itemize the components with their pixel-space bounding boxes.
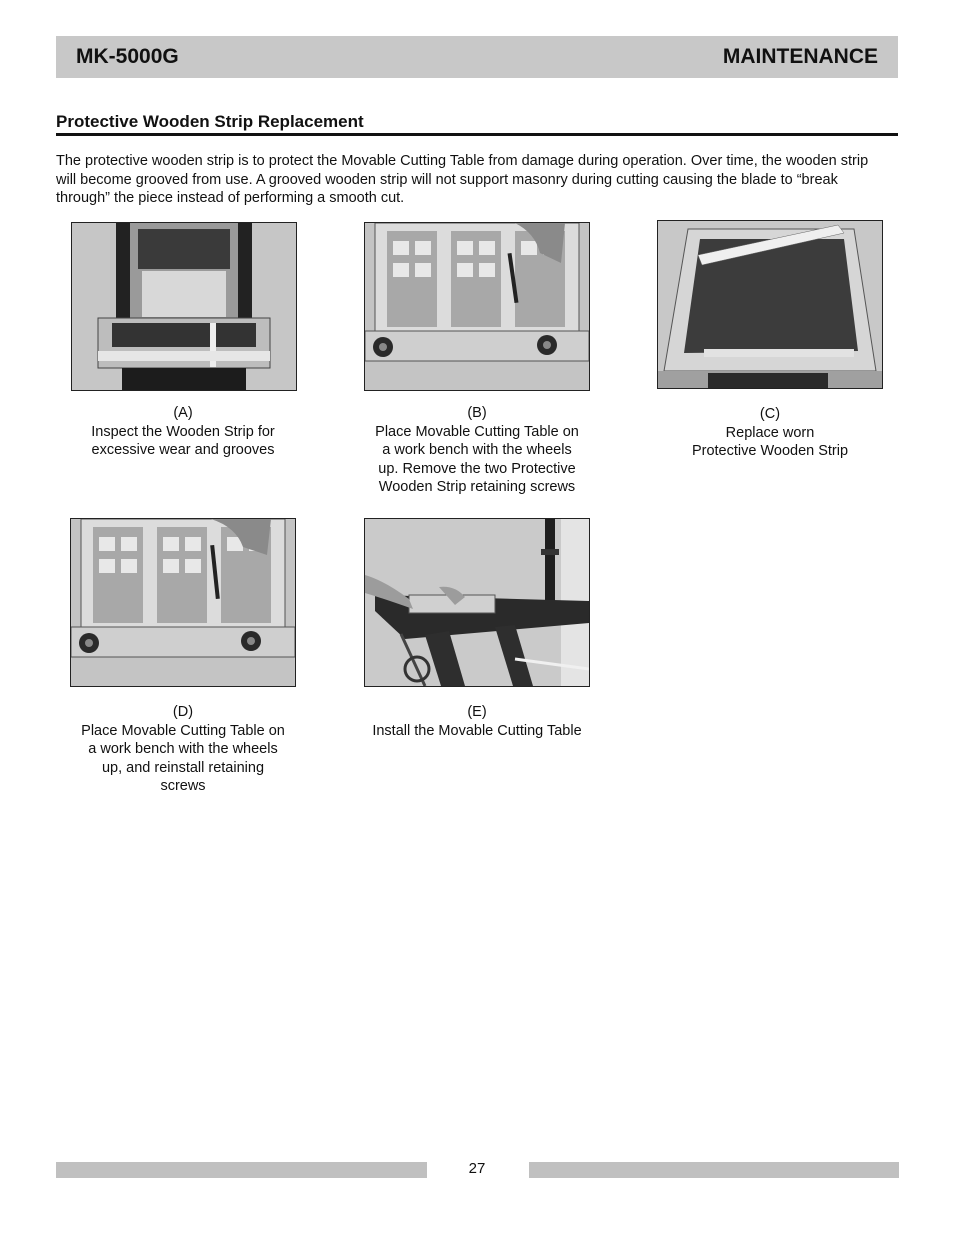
figure-d-caption (58, 703, 308, 796)
figure-b-line: up. Remove the two Protective (378, 460, 576, 477)
figure-c-label: (C) (759, 406, 781, 422)
figure-d-line: screws (160, 778, 206, 794)
figure-a-label: (A) (173, 405, 193, 421)
section-title: Protective Wooden Strip Replacement (56, 112, 364, 131)
figure-a-photo (71, 222, 297, 391)
figure-d-line: Place Movable Cutting Table on (81, 722, 285, 739)
footer-bar-right (529, 1162, 899, 1178)
figure-c-caption (645, 405, 895, 461)
figure-c-line: Protective Wooden Strip (691, 443, 849, 459)
figure-c-line: Replace worn (725, 424, 815, 441)
figure-c-photo (657, 220, 883, 389)
figure-b-line: Place Movable Cutting Table on (375, 423, 579, 440)
page-number: 27 (468, 1160, 486, 1177)
figure-b-label: (B) (467, 405, 487, 421)
header-bar (56, 36, 898, 78)
figure-e-caption (352, 703, 602, 740)
figure-d-line: a work bench with the wheels (88, 741, 278, 757)
figure-b-line: a work bench with the wheels (382, 442, 572, 458)
figure-b-line: Wooden Strip retaining screws (378, 479, 576, 495)
footer-bar-left (56, 1162, 427, 1178)
figure-a-caption (58, 404, 308, 460)
figure-e-photo (364, 518, 590, 687)
section-divider (56, 133, 898, 136)
figure-b-caption (352, 404, 602, 497)
figure-d-label: (D) (172, 704, 194, 720)
intro-paragraph: The protective wooden strip is to protect the Movable Cutting Table from damage during operation. Over time, the wooden strip will become grooved from use. A grooved wooden strip will not support masonry during cutting causing the blade to “break through” the piece instead of performing a smooth cut. (56, 153, 869, 206)
model-name: MK-5000G (76, 45, 179, 68)
figure-a-line: Inspect the Wooden Strip for (91, 423, 275, 440)
figure-d-photo (70, 518, 296, 687)
figure-e-label: (E) (467, 704, 487, 720)
figure-b-photo (364, 222, 590, 391)
figure-e-line: Install the Movable Cutting Table (372, 722, 582, 739)
figure-d-line: up, and reinstall retaining (101, 759, 265, 776)
section-name: MAINTENANCE (722, 45, 878, 68)
figure-a-line: excessive wear and grooves (91, 442, 275, 458)
